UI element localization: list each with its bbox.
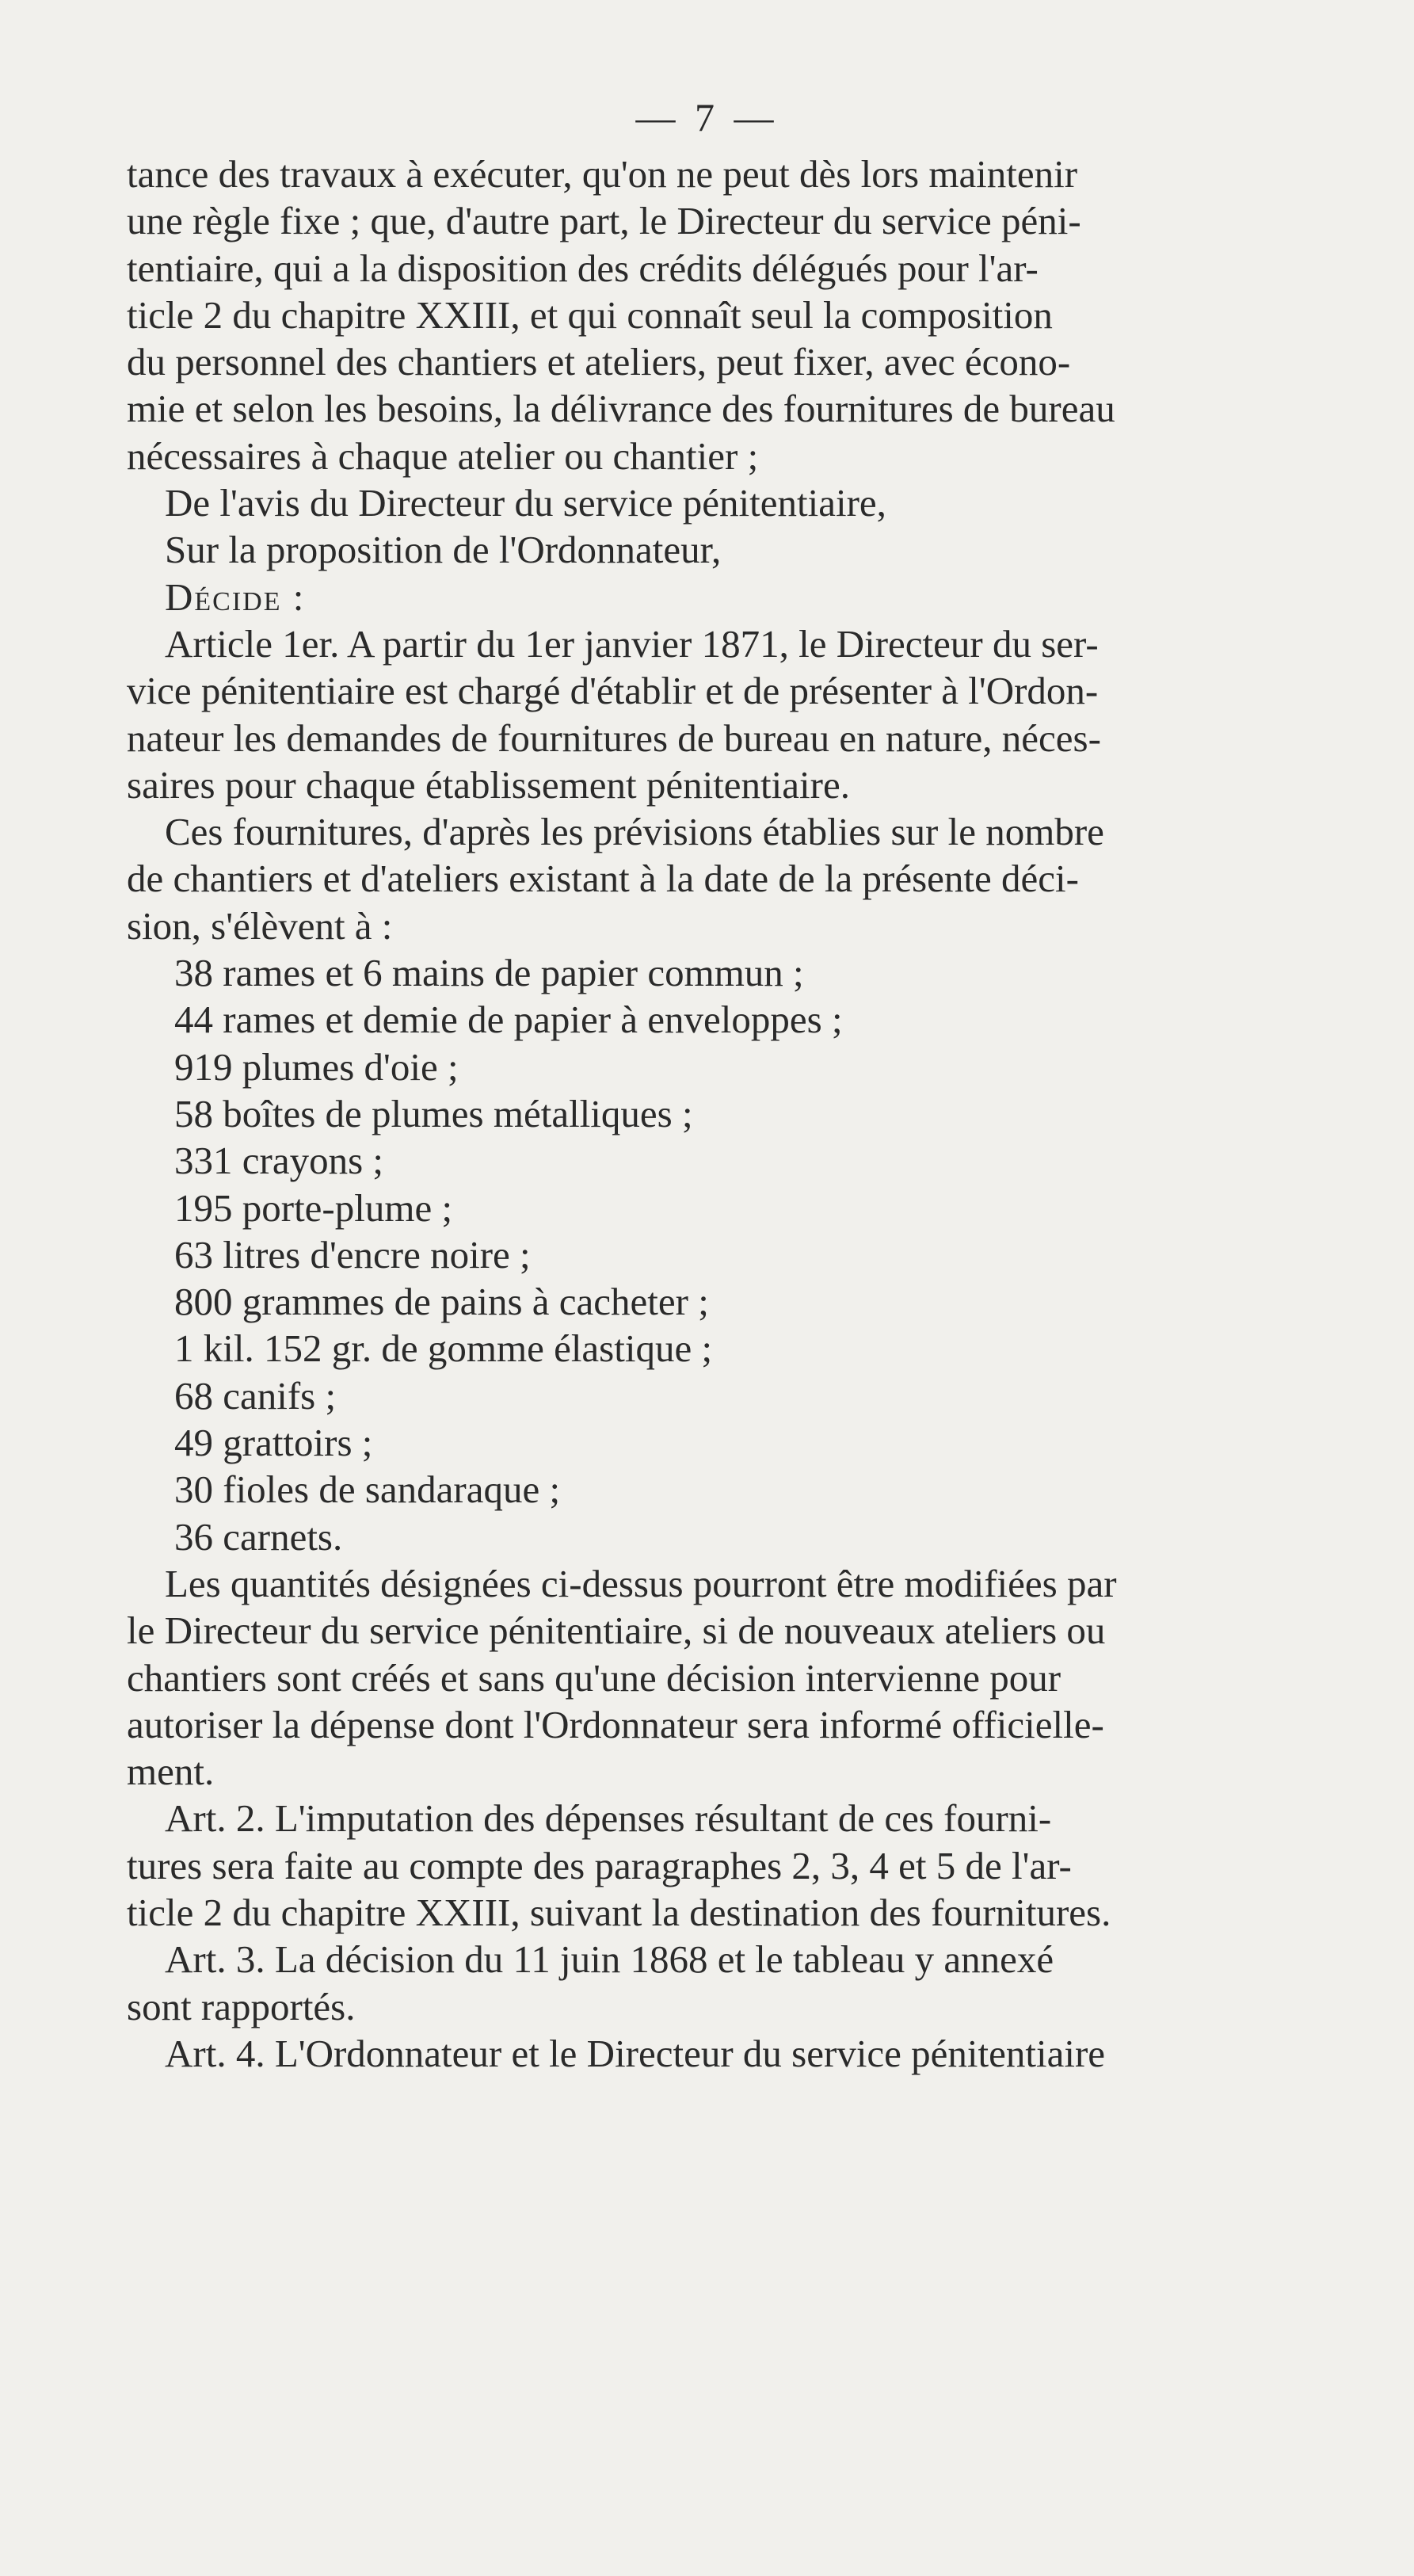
text-line: tance des travaux à exécuter, qu'on ne peut dès lors maintenir — [127, 152, 1078, 196]
text-line: De l'avis du Directeur du service pénitentiaire, — [165, 481, 886, 525]
text-line: Ces fournitures, d'après les prévisions établies sur le nombre — [165, 810, 1104, 854]
text-line: mie et selon les besoins, la délivrance des fournitures de bureau — [127, 387, 1115, 431]
list-item: 195 porte-plume ; — [174, 1185, 453, 1230]
text-line: saires pour chaque établissement pénitentiaire. — [127, 762, 850, 807]
text-line: tures sera faite au compte des paragraphes 2, 3, 4 et 5 de l'ar- — [127, 1843, 1072, 1887]
list-item: 1 kil. 152 gr. de gomme élastique ; — [174, 1326, 713, 1371]
text-line: chantiers sont créés et sans qu'une décision intervienne pour — [127, 1655, 1061, 1700]
text-line: autoriser la dépense dont l'Ordonnateur sera informé officielle- — [127, 1702, 1104, 1746]
text-line: Art. 2. L'imputation des dépenses résultant de ces fourni- — [165, 1796, 1052, 1841]
text-line: Art. 3. La décision du 11 juin 1868 et le tableau y annexé — [165, 1937, 1054, 1982]
list-item: 38 rames et 6 mains de papier commun ; — [174, 951, 804, 995]
list-item: 36 carnets. — [174, 1514, 343, 1559]
text-line: vice pénitentiaire est chargé d'établir et de présenter à l'Ordon- — [127, 669, 1099, 713]
text-line: ticle 2 du chapitre XXIII, et qui connaît seul la composition — [127, 292, 1053, 337]
list-item: 44 rames et demie de papier à enveloppes ; — [174, 998, 843, 1042]
text-line: nécessaires à chaque atelier ou chantier ; — [127, 433, 759, 478]
list-item: 68 canifs ; — [174, 1373, 337, 1418]
decision-heading: Décide : — [165, 574, 306, 619]
text-line: ticle 2 du chapitre XXIII, suivant la destination des fournitures. — [127, 1890, 1111, 1934]
text-line: tentiaire, qui a la disposition des crédits délégués pour l'ar- — [127, 246, 1039, 290]
text-line: une règle fixe ; que, d'autre part, le Directeur du service péni- — [127, 199, 1081, 243]
text-line: ment. — [127, 1750, 215, 1794]
text-line: sion, s'élèvent à : — [127, 903, 393, 948]
list-item: 63 litres d'encre noire ; — [174, 1232, 531, 1277]
text-line: de chantiers et d'ateliers existant à la date de la présente déci- — [127, 857, 1079, 901]
list-item: 58 boîtes de plumes métalliques ; — [174, 1091, 693, 1135]
text-line: Les quantités désignées ci-dessus pourront être modifiées par — [165, 1561, 1117, 1605]
list-item: 30 fioles de sandaraque ; — [174, 1467, 561, 1512]
list-item: 800 grammes de pains à cacheter ; — [174, 1280, 709, 1324]
body-text — [127, 151, 1299, 2077]
page-number: — 7 — — [635, 95, 779, 139]
text-line: le Directeur du service pénitentiaire, si de nouveaux ateliers ou — [127, 1609, 1106, 1653]
list-item: 919 plumes d'oie ; — [174, 1044, 459, 1089]
text-line: Sur la proposition de l'Ordonnateur, — [165, 528, 722, 572]
list-item: 331 crayons ; — [174, 1139, 383, 1183]
text-line: Article 1er. A partir du 1er janvier 1871, le Directeur du ser- — [165, 621, 1099, 666]
text-line: du personnel des chantiers et ateliers, peut fixer, avec écono- — [127, 340, 1071, 384]
text-line: Art. 4. L'Ordonnateur et le Directeur du service pénitentiaire — [165, 2031, 1106, 2075]
text-line: nateur les demandes de fournitures de bureau en nature, néces- — [127, 716, 1101, 760]
text-line: sont rapportés. — [127, 1984, 356, 2028]
list-item: 49 grattoirs ; — [174, 1421, 373, 1465]
